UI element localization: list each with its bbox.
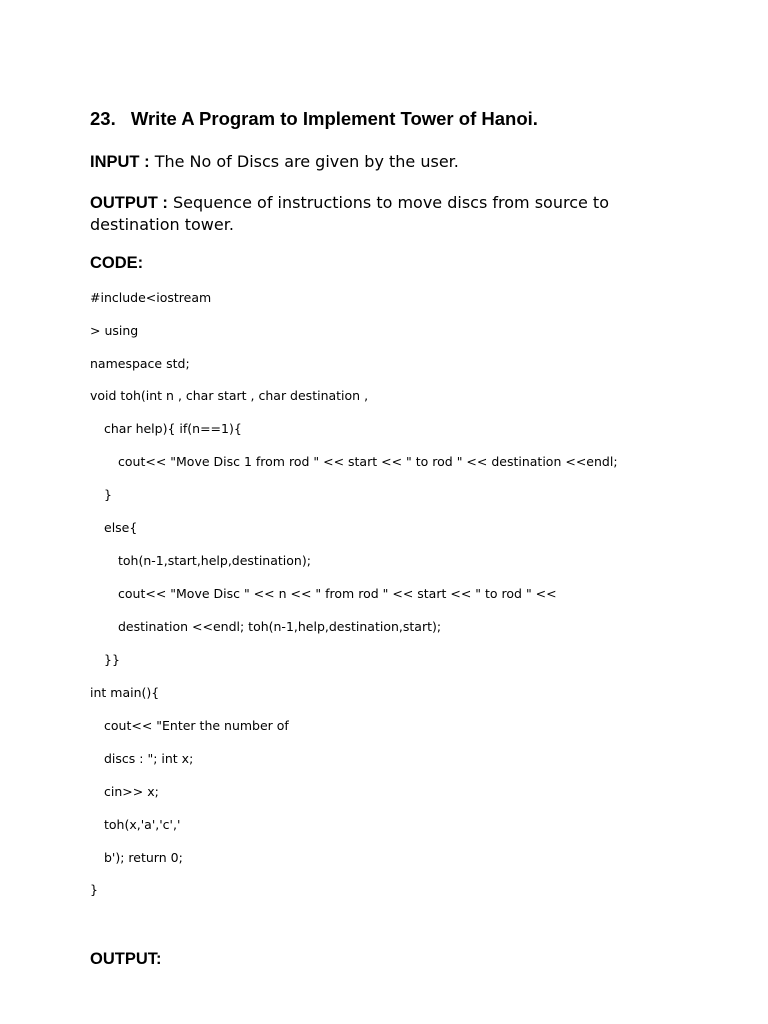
code-line: #include<iostream <box>90 290 212 305</box>
code-line: discs : "; int x; <box>104 751 194 766</box>
code-line: b'); return 0; <box>104 850 183 865</box>
code-line: cout<< "Enter the number of <box>104 718 289 733</box>
code-line: } <box>104 487 112 502</box>
title-text: Write A Program to Implement Tower of Hanoi. <box>130 108 538 129</box>
output-label: OUTPUT : <box>90 194 168 212</box>
code-line: } <box>90 882 98 897</box>
code-line: destination <<endl; toh(n-1,help,destination,start); <box>118 619 442 634</box>
input-text: The No of Discs are given by the user. <box>154 152 459 171</box>
code-line: char help){ if(n==1){ <box>104 421 242 436</box>
title-number: 23. <box>90 108 116 129</box>
code-line: > using <box>90 323 139 338</box>
code-line: int main(){ <box>90 685 160 700</box>
code-line: void toh(int n , char start , char destination , <box>90 388 369 403</box>
code-heading: CODE: <box>90 254 144 272</box>
code-line: cin>> x; <box>104 784 159 799</box>
code-line: }} <box>104 652 120 667</box>
code-line: namespace std; <box>90 356 190 371</box>
input-label: INPUT : <box>90 153 150 171</box>
output-heading: OUTPUT: <box>90 950 162 968</box>
code-line: else{ <box>104 520 138 535</box>
code-line: cout<< "Move Disc " << n << " from rod " << start << " to rod " << <box>118 586 557 601</box>
output-text: Sequence of instructions to move discs from source to destination tower. <box>90 193 609 234</box>
input-paragraph <box>90 151 650 173</box>
output-paragraph <box>90 192 650 236</box>
code-line: toh(n-1,start,help,destination); <box>118 553 311 568</box>
code-line: toh(x,'a','c',' <box>104 817 181 832</box>
code-line: cout<< "Move Disc 1 from rod " << start << " to rod " << destination <<endl; <box>118 454 618 469</box>
page-title <box>90 108 538 130</box>
